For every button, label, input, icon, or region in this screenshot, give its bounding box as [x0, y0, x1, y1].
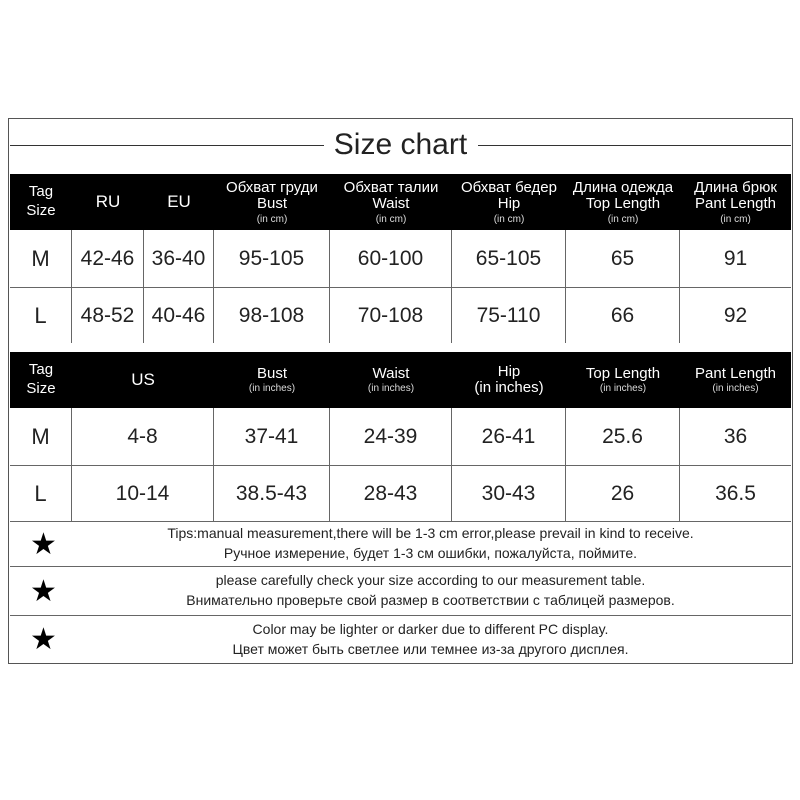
- header-bust: Bust (in inches): [248, 364, 296, 395]
- bust-cell: 98-108: [214, 288, 330, 343]
- star-icon: ★: [30, 574, 57, 608]
- tip-text-en: please carefully check your size according to our measurement table.: [215, 572, 646, 589]
- tip-row: [10, 567, 791, 615]
- pant-length-cell: 36: [723, 424, 748, 448]
- top-length-cell: 65: [566, 230, 680, 287]
- pant-length-cell: 91: [723, 246, 748, 270]
- hip-cell: 30-43: [452, 466, 566, 521]
- header-pant-length: Pant Length (in inches): [695, 364, 776, 395]
- bust-cell: 37-41: [214, 408, 330, 465]
- header-tag-size: Tag Size: [26, 183, 56, 219]
- title-row: [8, 118, 793, 174]
- eu-cell: 40-46: [144, 288, 214, 343]
- bust-cell: 95-105: [214, 230, 330, 287]
- size-cell: L: [10, 466, 72, 521]
- tip-text-ru: Внимательно проверьте свой размер в соответствии с таблицей размеров.: [186, 592, 675, 608]
- hip-cell: 26-41: [452, 408, 566, 465]
- header-waist: Waist (in inches): [367, 364, 415, 395]
- waist-cell: 28-43: [330, 466, 452, 521]
- table-row: [10, 288, 791, 343]
- tip-row: [10, 522, 791, 566]
- us-cell: 4-8: [72, 408, 214, 465]
- header-waist: Обхват талии Waist (in cm): [343, 178, 439, 225]
- inch-table-header: [10, 352, 791, 408]
- tip-text-ru: Цвет может быть светлее или темнее из-за другого дисплея.: [232, 640, 629, 657]
- eu-cell: 36-40: [144, 230, 214, 287]
- tip-text-ru: Ручное измерение, будет 1-3 см ошибки, пожалуйста, поймите.: [223, 545, 638, 561]
- header-eu: EU: [167, 191, 191, 211]
- header-top-length: Top Length (in inches): [585, 364, 661, 395]
- tip-text-en: Color may be lighter or darker due to different PC display.: [252, 620, 609, 637]
- table-row: [10, 466, 791, 521]
- pant-length-cell: 92: [723, 303, 748, 327]
- cm-table-header: [10, 174, 791, 230]
- star-icon: ★: [30, 623, 57, 656]
- header-ru: RU: [95, 191, 121, 211]
- size-cell: M: [10, 230, 72, 287]
- tip-row: [10, 616, 791, 663]
- table-row: [10, 408, 791, 465]
- header-top-length: Длина одежда Top Length (in cm): [572, 178, 674, 225]
- star-icon: ★: [30, 527, 57, 561]
- header-tag-size: Tag Size: [26, 361, 56, 397]
- bust-cell: 38.5-43: [214, 466, 330, 521]
- pant-length-cell: 36.5: [715, 481, 756, 505]
- hip-cell: 75-110: [452, 288, 566, 343]
- top-length-cell: 66: [566, 288, 680, 343]
- top-length-cell: 26: [566, 466, 680, 521]
- header-us: US: [131, 369, 155, 389]
- size-cell: M: [10, 408, 72, 465]
- waist-cell: 70-108: [330, 288, 452, 343]
- table-row: [10, 230, 791, 287]
- tip-text-en: Tips:manual measurement,there will be 1-3 cm error,please prevail in kind to receive.: [167, 525, 694, 542]
- waist-cell: 24-39: [330, 408, 452, 465]
- page-title: Size chart: [324, 128, 477, 161]
- waist-cell: 60-100: [330, 230, 452, 287]
- ru-cell: 48-52: [72, 288, 144, 343]
- header-pant-length: Длина брюк Pant Length (in cm): [694, 178, 777, 225]
- size-cell: L: [10, 288, 72, 343]
- header-bust: Обхват груди Bust (in cm): [226, 178, 318, 225]
- top-length-cell: 25.6: [566, 408, 680, 465]
- hip-cell: 65-105: [452, 230, 566, 287]
- ru-cell: 42-46: [72, 230, 144, 287]
- header-hip: Обхват бедер Hip (in cm): [461, 178, 557, 225]
- us-cell: 10-14: [72, 466, 214, 521]
- header-hip: Hip (in inches): [474, 362, 544, 396]
